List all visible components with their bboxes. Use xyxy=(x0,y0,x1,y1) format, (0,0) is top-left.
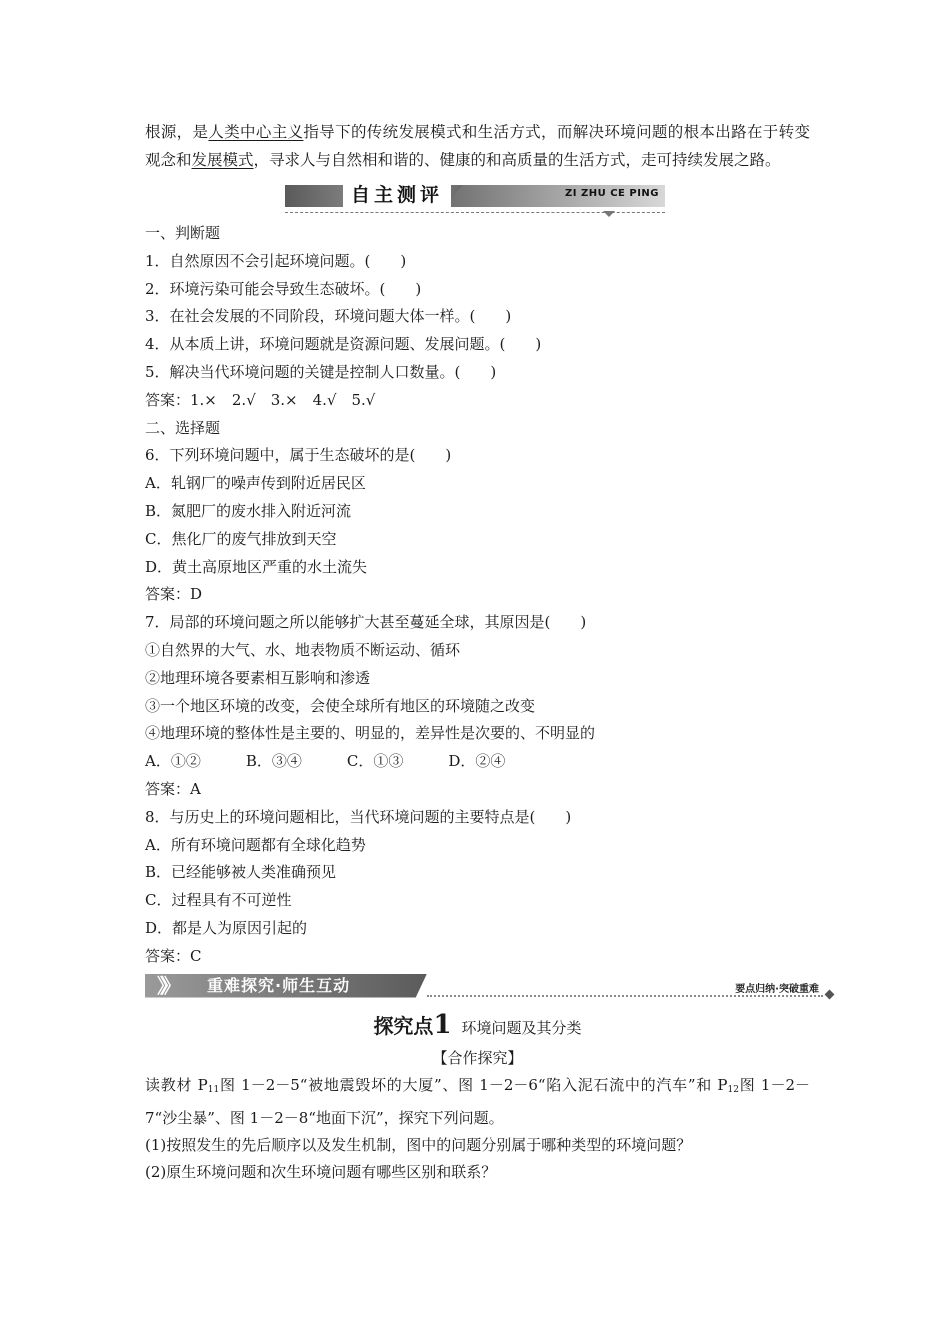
list-item: C．过程具有不可逆性 xyxy=(145,891,292,910)
list-item: A．所有环境问题都有全球化趋势 xyxy=(145,835,366,854)
self-test-banner xyxy=(285,180,665,216)
list-item: D．都是人为原因引起的 xyxy=(145,918,308,937)
cooperate-label: 【合作探究】 xyxy=(432,1048,523,1067)
reading-text-c: 图 1－2－7“沙尘暴”、图 1－2－8“地面下沉”，探究下列问题。 xyxy=(145,1075,810,1127)
list-item: ①自然界的大气、水、地表物质不断运动、循环 xyxy=(145,640,461,659)
key-points-banner xyxy=(145,974,835,1002)
intro-underline-1: 人类中心主义 xyxy=(208,123,304,141)
banner-dotted-line xyxy=(427,995,823,997)
diamond-icon xyxy=(825,989,835,999)
intro-underline-2: 发展模式 xyxy=(191,151,254,169)
intro-text-2: 指导下的传统发展模式和生活方式，而解决环境问题的根本出路在于转变观念和 xyxy=(145,123,810,169)
reading-paragraph xyxy=(145,1071,810,1132)
list-item: 答案：1.× 2.√ 3.× 4.√ 5.√ xyxy=(145,390,376,409)
list-item: ③一个地区环境的改变，会使全球所有地区的环境随之改变 xyxy=(145,696,536,715)
section-title: 环境问题及其分类 xyxy=(461,1018,582,1037)
intro-text-3: ，寻求人与自然相和谐的、健康的和高质量的生活方式，走可持续发展之路。 xyxy=(253,151,781,169)
list-item: 答案：C xyxy=(145,946,202,965)
list-item: B．氮肥厂的废水排入附近河流 xyxy=(145,501,352,520)
list-item: 8．与历史上的环境问题相比，当代环境问题的主要特点是( ) xyxy=(145,807,572,826)
intro-text-1: 根源，是 xyxy=(145,123,209,141)
list-item: C．焦化厂的废气排放到天空 xyxy=(145,529,337,548)
list-item: 2．环境污染可能会导致生态破坏。( ) xyxy=(145,279,422,298)
list-item: 1．自然原因不会引起环境问题。( ) xyxy=(145,251,407,270)
key-points-subtitle: 要点归纳·突破重难 xyxy=(735,983,819,995)
reading-text-b: 图 1－2－5“被地震毁坏的大厦”、图 1－2－6“陷入泥石流中的汽车”和 P xyxy=(219,1075,728,1094)
reading-sub-2: 12 xyxy=(727,1084,739,1095)
list-item: 二、选择题 xyxy=(145,418,221,437)
double-chevron-icon: 》》 xyxy=(157,973,175,998)
self-test-title: 自主测评 xyxy=(343,182,451,208)
list-item: 一、判断题 xyxy=(145,224,221,242)
list-item: 5．解决当代环境问题的关键是控制人口数量。( ) xyxy=(145,362,497,381)
reading-sub-1: 11 xyxy=(207,1084,220,1095)
banner-pointer-icon xyxy=(603,211,615,217)
reading-text-a: 读教材 P xyxy=(145,1075,208,1094)
list-item: 3．在社会发展的不同阶段，环境问题大体一样。( ) xyxy=(145,307,512,326)
intro-paragraph xyxy=(145,118,810,174)
key-points-title: 重难探究·师生互动 xyxy=(207,975,351,995)
list-item: ②地理环境各要素相互影响和渗透 xyxy=(145,668,371,687)
list-item: 答案：D xyxy=(145,585,203,604)
list-item: 4．从本质上讲，环境问题就是资源问题、发展问题。( ) xyxy=(145,335,542,354)
list-item: B．已经能够被人类准确预见 xyxy=(145,863,337,882)
self-test-subtitle: ZI ZHU CE PING xyxy=(565,188,659,199)
list-item: ④地理环境的整体性是主要的、明显的，差异性是次要的、不明显的 xyxy=(145,724,596,743)
section-heading xyxy=(145,1008,810,1045)
list-item: 答案：A xyxy=(145,779,201,798)
list-item: D．黄土高原地区严重的水土流失 xyxy=(145,557,368,576)
list-item: 6．下列环境问题中，属于生态破坏的是( ) xyxy=(145,446,452,465)
list-item: 7．局部的环境问题之所以能够扩大甚至蔓延全球，其原因是( ) xyxy=(145,613,587,632)
question-list xyxy=(145,220,810,971)
list-item: A．①② B．③④ C．①③ D．②④ xyxy=(145,752,506,771)
section-label: 探究点 xyxy=(373,1013,434,1038)
question-item: (2)原生环境问题和次生环境问题有哪些区别和联系？ xyxy=(145,1163,497,1182)
section-number: 1 xyxy=(433,1009,452,1040)
list-item: A．轧钢厂的噪声传到附近居民区 xyxy=(145,474,366,493)
question-item: (1)按照发生的先后顺序以及发生机制，图中的问题分别属于哪种类型的环境问题？ xyxy=(145,1135,692,1154)
document-page xyxy=(145,118,819,1187)
